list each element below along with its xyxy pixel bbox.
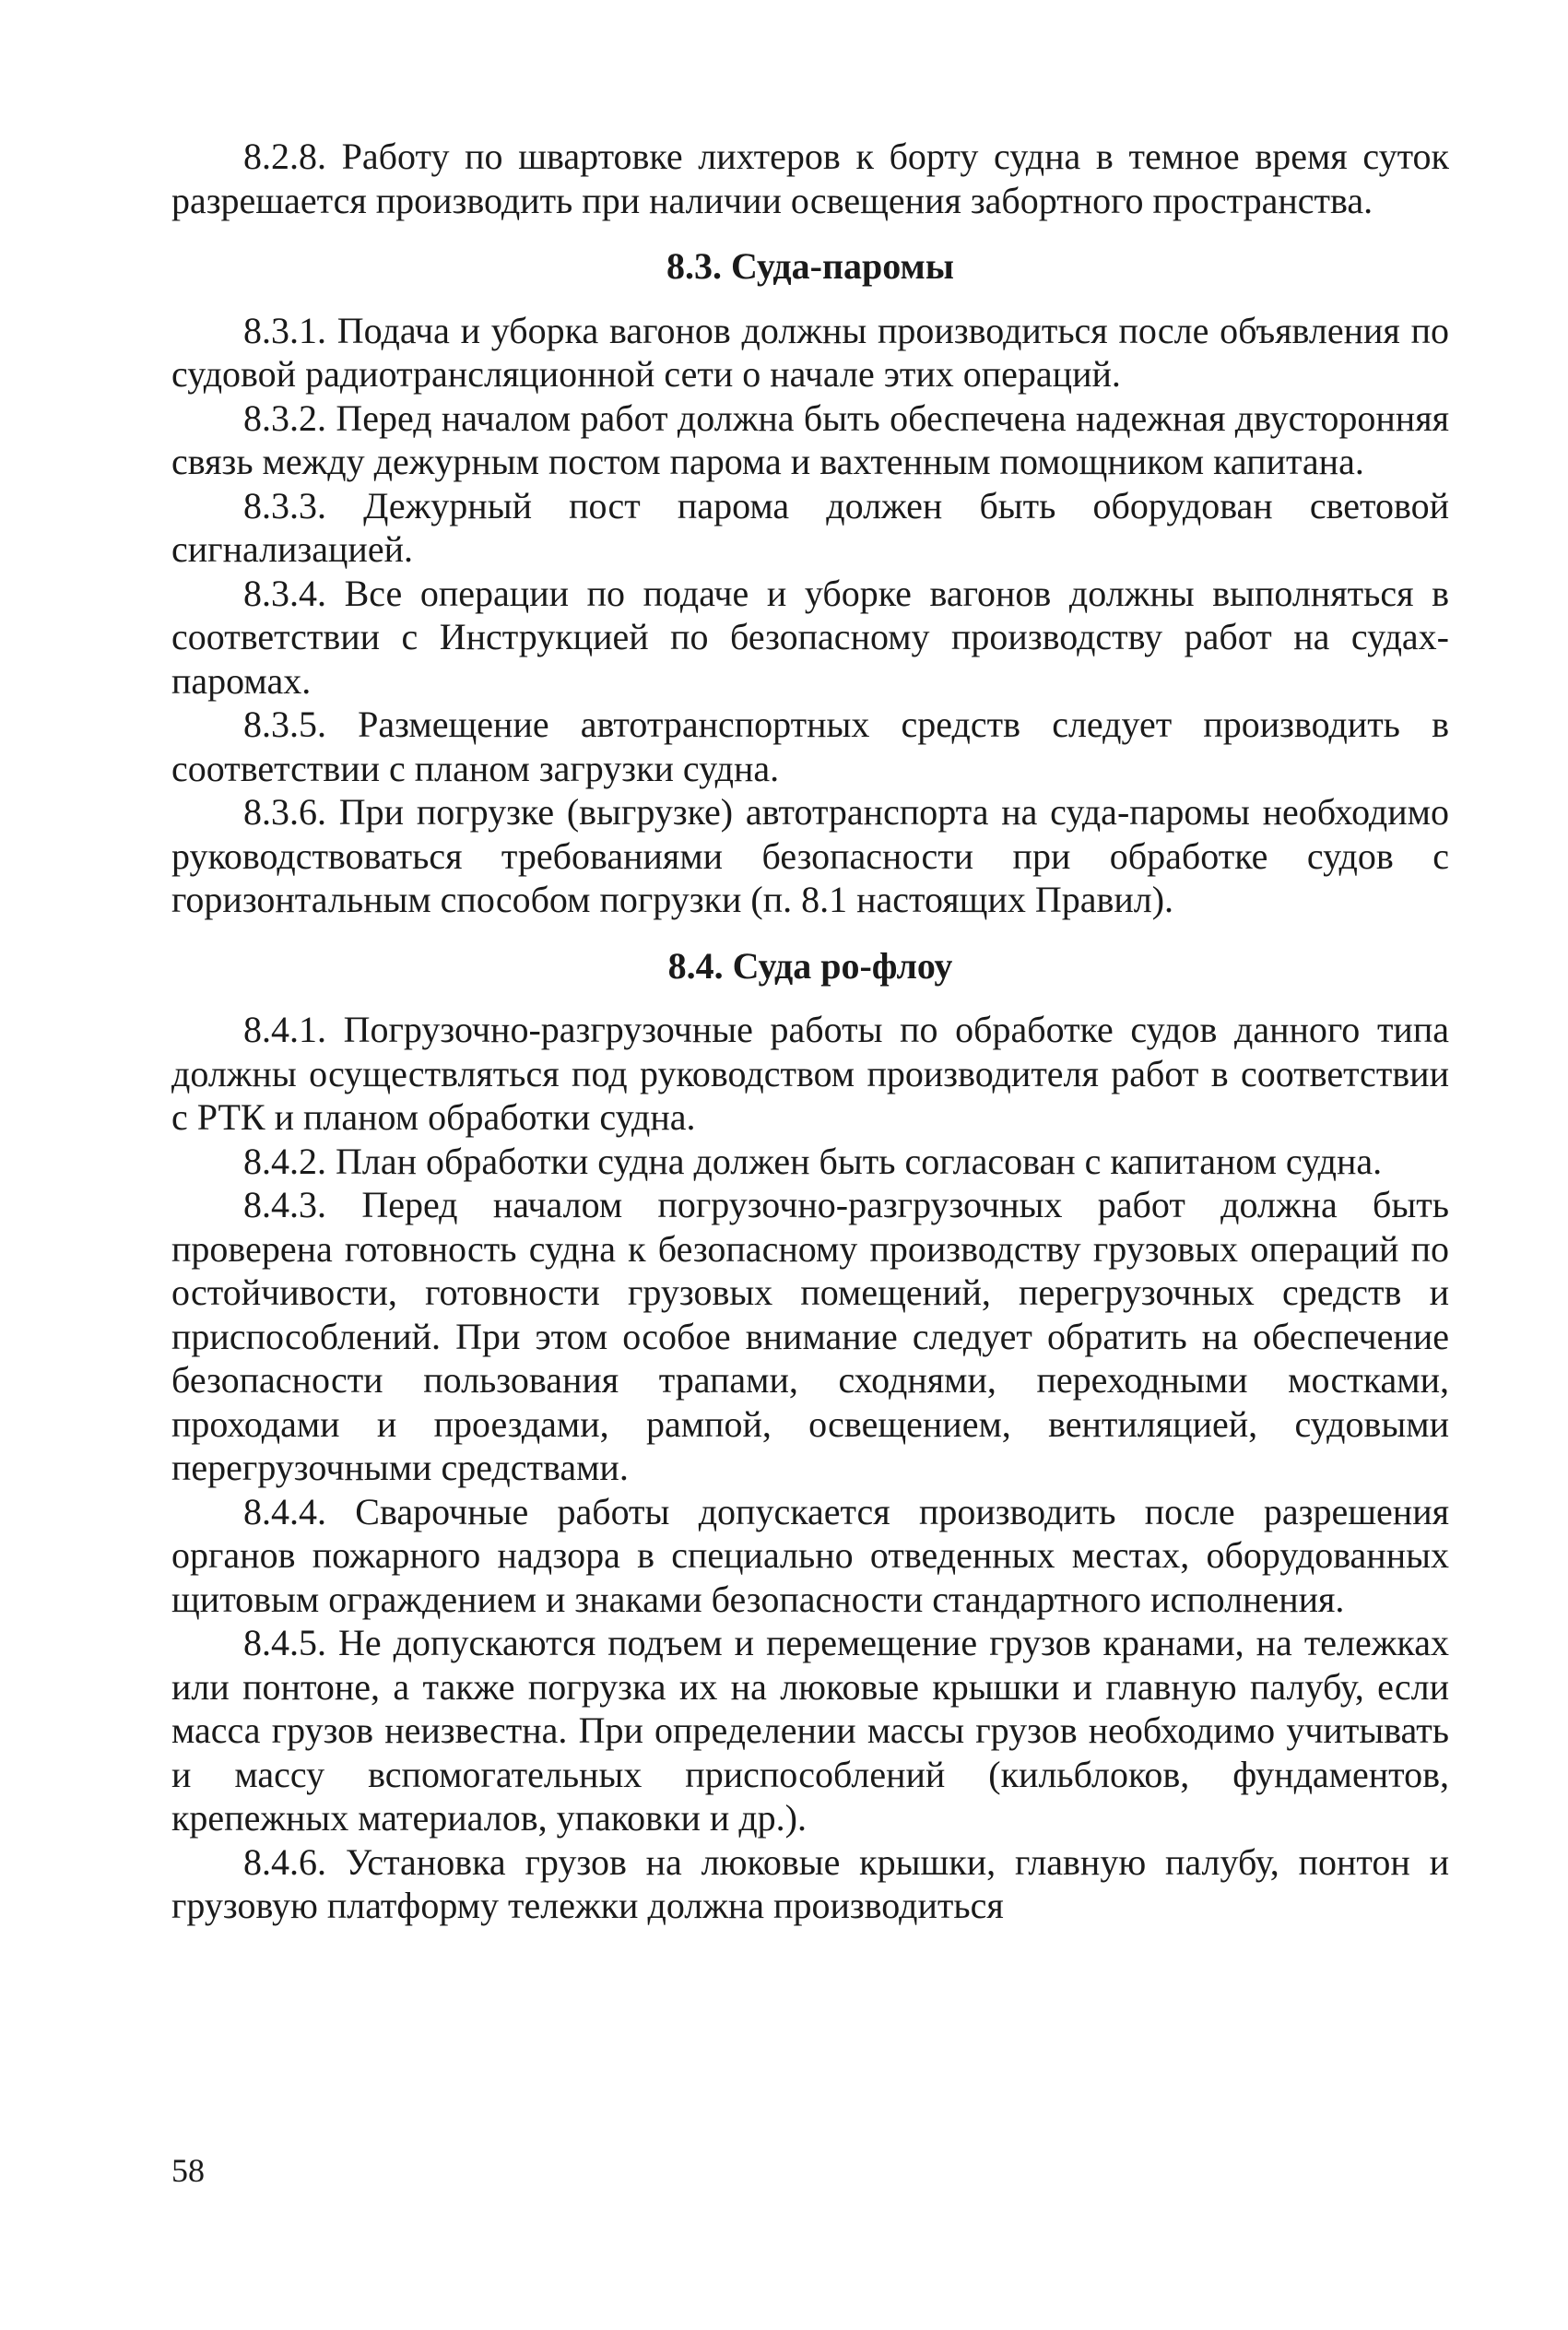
section-heading-8-3: 8.3. Суда-паромы: [666, 245, 954, 287]
paragraph-8-3-4: 8.3.4. Все операции по подаче и уборке вагонов должны выполняться в соответствии с Инструкцией по безопасному производству работ на судах-паромах.: [171, 572, 1449, 702]
paragraph-8-4-5: 8.4.5. Не допускаются подъем и перемещение грузов кранами, на тележках или понтоне, а также погрузка их на люковые крышки и главную палубу, если масса грузов неизвестна. При определении массы грузов необходимо учитывать и массу вспомогательных приспособлений (кильблоков, фундаментов, крепежных материалов, упаковки и др.).: [171, 1622, 1449, 1839]
page-body: [171, 135, 1449, 1928]
paragraph-8-3-3: 8.3.3. Дежурный пост парома должен быть оборудован световой сигнализацией.: [171, 484, 1449, 570]
paragraph-8-4-1: 8.4.1. Погрузочно-разгрузочные работы по обработке судов данного типа должны осуществляться под руководством производителя работ в соответствии с РТК и планом обработки судна.: [171, 1009, 1449, 1138]
paragraph-8-3-1: 8.3.1. Подача и уборка вагонов должны производиться после объявления по судовой радиотрансляционной сети о начале этих операций.: [171, 309, 1449, 395]
paragraph-8-4-6: 8.4.6. Установка грузов на люковые крышки, главную палубу, понтон и грузовую платформу тележки должна производиться: [171, 1840, 1449, 1926]
page-number: 58: [171, 2152, 205, 2189]
paragraph-8-3-5: 8.3.5. Размещение автотранспортных средств следует производить в соответствии с планом загрузки судна.: [171, 704, 1449, 789]
paragraph-8-4-2: 8.4.2. План обработки судна должен быть согласован с капитаном судна.: [243, 1140, 1383, 1182]
paragraph-8-4-3: 8.4.3. Перед началом погрузочно-разгрузочных работ должна быть проверена готовность судна к безопасному производству грузовых операций по остойчивости, готовности грузовых помещений, перегрузочных средств и приспособлений. При этом особое внимание следует обратить на обеспечение безопасности пользования трапами, сходнями, переходными мостками, проходами и проездами, рампой, освещением, вентиляцией, судовыми перегрузочными средствами.: [171, 1184, 1449, 1488]
section-heading-8-4: 8.4. Суда ро-флоу: [667, 944, 953, 987]
paragraph-8-2-8: 8.2.8. Работу по швартовке лихтеров к борту судна в темное время суток разрешается производить при наличии освещения забортного пространства.: [171, 136, 1449, 221]
paragraph-8-3-2: 8.3.2. Перед началом работ должна быть обеспечена надежная двусторонняя связь между дежурным постом парома и вахтенным помощником капитана.: [171, 396, 1449, 482]
paragraph-8-3-6: 8.3.6. При погрузке (выгрузке) автотранспорта на суда-паромы необходимо руководствоваться требованиями безопасности при обработке судов с горизонтальным способом погрузки (п. 8.1 настоящих Правил).: [171, 791, 1449, 920]
paragraph-8-4-4: 8.4.4. Сварочные работы допускается производить после разрешения органов пожарного надзора в специально отведенных местах, оборудованных щитовым ограждением и знаками безопасности стандартного исполнения.: [171, 1490, 1449, 1620]
